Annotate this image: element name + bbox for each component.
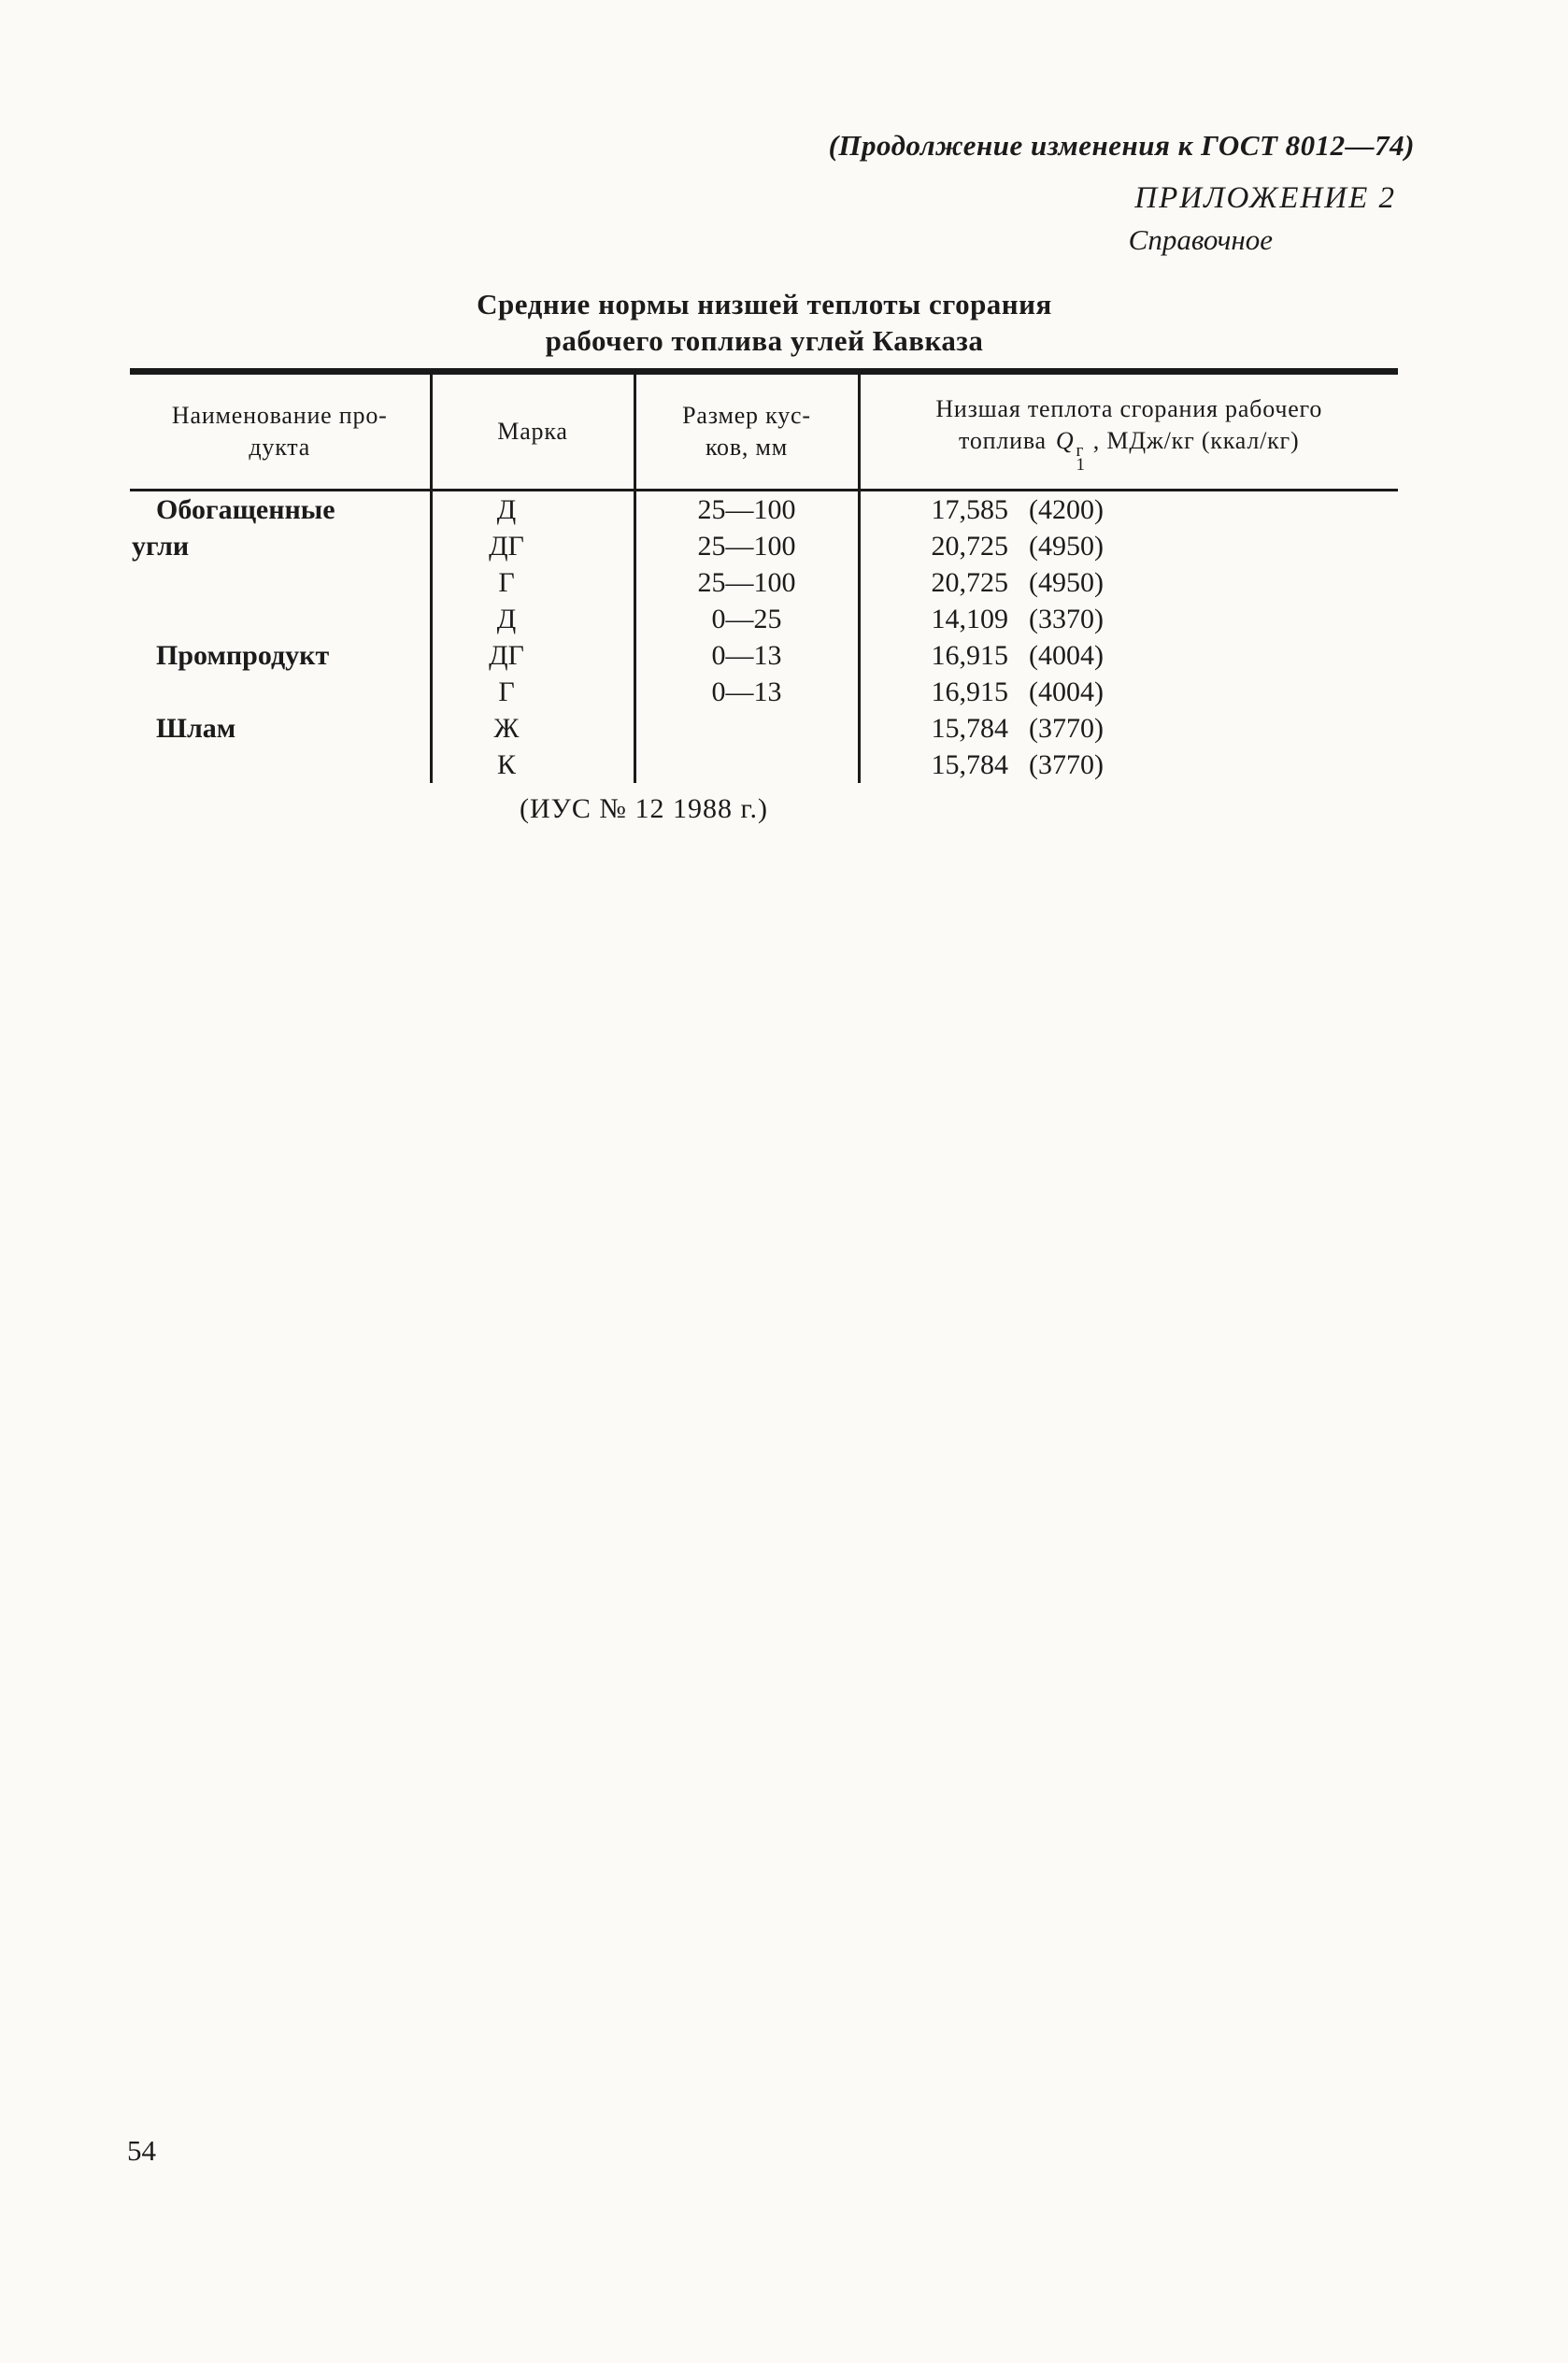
size-cell: 25—100 [634, 564, 859, 601]
value-kcal: (3370) [1029, 604, 1104, 634]
value-cell [859, 564, 1398, 601]
size-cell [634, 710, 859, 747]
value-mj: 17,585 [931, 494, 1008, 525]
mark-cell: Г [431, 674, 634, 710]
value-kcal: (4004) [1029, 676, 1104, 707]
header-product [130, 372, 431, 491]
product-cell: Промпродукт [156, 640, 330, 671]
header-product-line1: Наименование про- [171, 402, 388, 429]
value-mj: 15,784 [931, 749, 1008, 780]
table-row [130, 528, 1398, 564]
mark-cell: К [431, 747, 634, 783]
header-heat-line2 [866, 425, 1393, 475]
q-symbol: Q [1055, 427, 1075, 454]
mark-cell: Д [431, 491, 634, 529]
value-mj: 15,784 [931, 713, 1008, 744]
mark-cell: ДГ [431, 528, 634, 564]
table-row [130, 601, 1398, 637]
appendix-type-label: Справочное [1128, 223, 1273, 256]
product-cell [130, 601, 431, 637]
mark-cell: Г [431, 564, 634, 601]
size-cell: 0—13 [634, 637, 859, 674]
value-mj: 20,725 [931, 531, 1008, 562]
value-kcal: (3770) [1029, 713, 1104, 744]
table-row [130, 710, 1398, 747]
product-cell [130, 564, 431, 601]
q-superscript: г [1076, 441, 1085, 461]
value-kcal: (4200) [1029, 494, 1104, 525]
size-cell: 25—100 [634, 491, 859, 529]
mark-cell: Д [431, 601, 634, 637]
table-row [130, 674, 1398, 710]
continuation-note: (Продолжение изменения к ГОСТ 8012—74) [828, 129, 1415, 162]
header-product-line2: дукта [249, 434, 311, 461]
q-indices [1076, 441, 1086, 475]
value-cell [859, 710, 1398, 747]
header-heat-line1: Низшая теплота сгорания рабочего [935, 395, 1323, 422]
data-table-wrapper [130, 368, 1398, 783]
size-cell [634, 747, 859, 783]
header-heat-prefix: топлива [959, 427, 1047, 454]
value-mj: 20,725 [931, 567, 1008, 598]
size-cell: 0—13 [634, 674, 859, 710]
product-cell [130, 747, 431, 783]
document-title-line2: рабочего топлива углей Кавказа [545, 324, 984, 357]
header-size-line1: Размер кус- [682, 402, 811, 429]
product-cell: Шлам [156, 713, 236, 744]
value-kcal: (4004) [1029, 640, 1104, 671]
product-cell: угли [132, 531, 190, 562]
value-cell [859, 601, 1398, 637]
value-kcal: (4950) [1029, 531, 1104, 562]
value-mj: 16,915 [931, 676, 1008, 707]
header-size [634, 372, 859, 491]
value-cell [859, 637, 1398, 674]
appendix-label: ПРИЛОЖЕНИЕ 2 [1134, 181, 1396, 215]
data-table [130, 368, 1398, 783]
product-cell: Обогащенные [156, 494, 335, 525]
table-row [130, 747, 1398, 783]
header-heat-suffix: , МДж/кг (ккал/кг) [1092, 427, 1300, 454]
mark-cell: ДГ [431, 637, 634, 674]
size-cell: 0—25 [634, 601, 859, 637]
header-mark [431, 372, 634, 491]
document-title [131, 286, 1398, 359]
table-row [130, 564, 1398, 601]
header-size-line2: ков, мм [705, 434, 789, 461]
document-title-line1: Средние нормы низшей теплоты сгорания [477, 288, 1052, 320]
value-kcal: (3770) [1029, 749, 1104, 780]
header-heat-value [859, 372, 1398, 491]
table-header-row [130, 372, 1398, 491]
value-mj: 16,915 [931, 640, 1008, 671]
value-cell [859, 528, 1398, 564]
q-subscript: 1 [1076, 455, 1086, 475]
page-number: 54 [127, 2134, 156, 2167]
header-block [0, 129, 1415, 257]
mark-cell: Ж [431, 710, 634, 747]
product-cell [130, 674, 431, 710]
table-row [130, 637, 1398, 674]
footer-note: (ИУС № 12 1988 г.) [520, 793, 768, 824]
value-cell [859, 674, 1398, 710]
value-mj: 14,109 [931, 604, 1008, 634]
table-row [130, 491, 1398, 529]
header-mark-label: Марка [497, 418, 568, 445]
value-cell [859, 747, 1398, 783]
value-kcal: (4950) [1029, 567, 1104, 598]
size-cell: 25—100 [634, 528, 859, 564]
value-cell [859, 491, 1398, 529]
